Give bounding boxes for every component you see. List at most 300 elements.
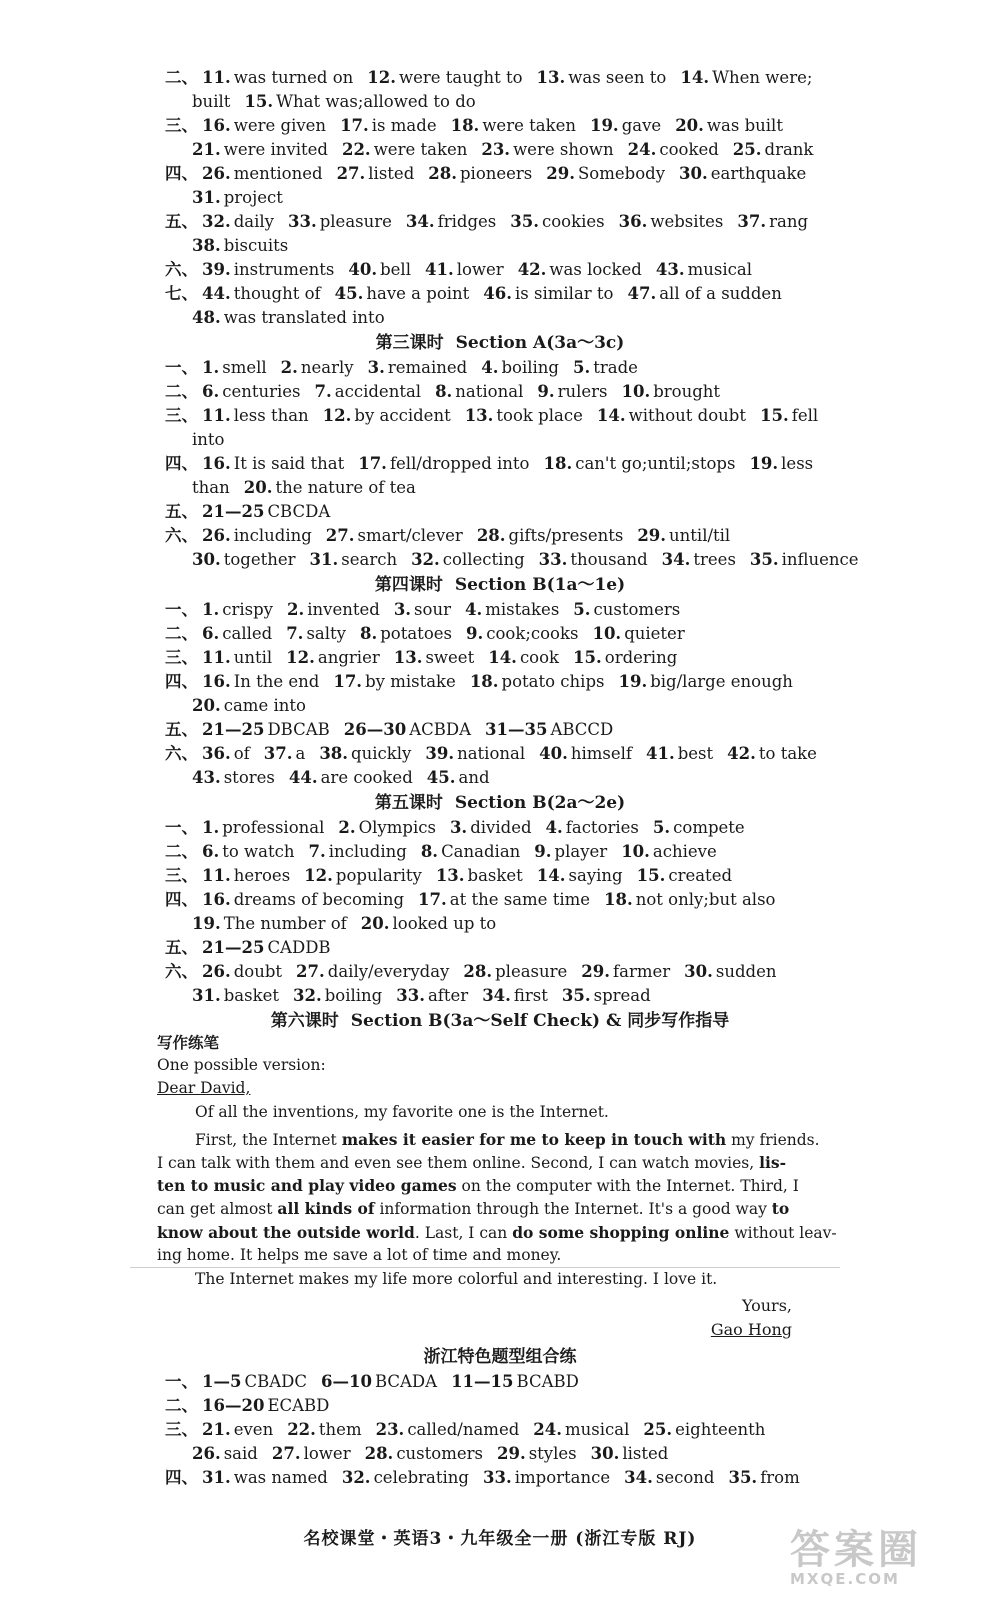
question-number: 6—10	[321, 1372, 372, 1391]
answer-text: lower	[456, 260, 504, 279]
section-number: 一、	[165, 1372, 198, 1391]
question-number: 25.	[732, 140, 762, 159]
answer-item	[418, 890, 590, 909]
answer-text: popularity	[335, 866, 422, 885]
answer-item	[202, 624, 272, 643]
essay-paragraph-line	[157, 1128, 820, 1151]
essay-text: . Last, I can	[414, 1224, 513, 1242]
essay-paragraph-line	[157, 1268, 793, 1291]
answer-text: cook;cooks	[486, 624, 579, 643]
answer-text: fridges	[437, 212, 497, 231]
lesson-title: 第五课时	[374, 793, 443, 813]
answer-line	[192, 912, 860, 936]
essay-text: ing home. It helps me save a lot of time and money.	[157, 1246, 562, 1264]
answer-text: It is said that	[233, 454, 345, 473]
section-number: 四、	[165, 1468, 198, 1487]
section-number: 四、	[165, 890, 198, 909]
answer-item	[368, 358, 468, 377]
question-number: 1.	[202, 358, 220, 377]
answer-item	[421, 842, 520, 861]
answer-text: smart/clever	[357, 526, 463, 545]
answer-text: angrier	[317, 648, 380, 667]
answer-text: listed	[368, 164, 415, 183]
answer-text: lower	[303, 1444, 351, 1463]
question-number: 42.	[517, 260, 547, 279]
answer-item	[425, 260, 504, 279]
answer-text: best	[677, 744, 714, 763]
question-number: 11—15	[451, 1372, 514, 1391]
answer-item	[679, 164, 806, 183]
question-number: 35.	[728, 1468, 758, 1487]
answer-item	[465, 406, 583, 425]
question-number: 11.	[202, 406, 231, 425]
answer-item	[543, 454, 735, 473]
answer-item	[470, 672, 605, 691]
answer-text: were taken	[482, 116, 576, 135]
answer-item	[202, 116, 326, 135]
answer-item	[450, 818, 532, 837]
answer-text: fell	[791, 406, 819, 425]
essay-text: Of all the inventions, my favorite one is the Internet.	[195, 1103, 609, 1121]
answer-item	[539, 550, 648, 569]
essay-paragraph-line	[157, 1197, 793, 1220]
answer-line	[165, 816, 860, 840]
question-number: 36.	[202, 744, 231, 763]
answer-item	[656, 260, 752, 279]
answer-item	[192, 478, 230, 497]
answer-item	[342, 140, 467, 159]
answer-item	[546, 164, 665, 183]
question-number: 14.	[536, 866, 566, 885]
answer-item	[202, 600, 273, 619]
answer-text: In the end	[233, 672, 320, 691]
answer-line	[192, 694, 860, 718]
key-phrase: ten to music and play video games	[157, 1176, 457, 1195]
answer-text: pioneers	[459, 164, 533, 183]
answer-text: professional	[222, 818, 325, 837]
answer-item	[477, 526, 624, 545]
answer-text: ABCCD	[550, 720, 614, 739]
answer-item	[482, 986, 548, 1005]
answer-text: instruments	[233, 260, 335, 279]
question-number: 15.	[573, 648, 602, 667]
answer-text: centuries	[222, 382, 301, 401]
answer-item	[573, 600, 680, 619]
answer-text: less than	[233, 406, 309, 425]
section-number: 二、	[165, 382, 198, 401]
answer-text: are cooked	[320, 768, 413, 787]
answer-text: boiling	[324, 986, 383, 1005]
answer-text: crispy	[222, 600, 273, 619]
answer-text: without doubt	[628, 406, 746, 425]
question-number: 34.	[405, 212, 435, 231]
question-number: 3.	[393, 600, 412, 619]
essay-paragraph-line	[157, 1174, 799, 1197]
answer-text: drank	[764, 140, 814, 159]
answer-text: collecting	[442, 550, 525, 569]
answer-item	[202, 890, 404, 909]
answer-text: farmer	[613, 962, 671, 981]
question-number: 37.	[263, 744, 293, 763]
question-number: 4.	[464, 600, 483, 619]
section-number: 六、	[165, 260, 198, 279]
question-number: 11.	[202, 648, 231, 667]
answer-text: after	[427, 986, 469, 1005]
answer-text: heroes	[233, 866, 291, 885]
answer-text: looked up to	[392, 914, 497, 933]
answer-item	[727, 744, 817, 763]
answer-text: Olympics	[358, 818, 436, 837]
answer-item	[737, 212, 808, 231]
answer-item	[192, 236, 288, 255]
section-number: 五、	[165, 720, 198, 739]
answer-item	[680, 68, 812, 87]
answer-text: them	[318, 1420, 362, 1439]
answer-text: basket	[467, 866, 523, 885]
answer-item	[348, 260, 411, 279]
question-number: 36.	[618, 212, 648, 231]
question-number: 46.	[483, 284, 513, 303]
question-number: 24.	[627, 140, 657, 159]
answer-item	[244, 478, 416, 497]
answer-text: musical	[565, 1420, 630, 1439]
section-number: 七、	[165, 284, 198, 303]
answer-text: into	[192, 430, 225, 449]
answer-text: the nature of tea	[275, 478, 416, 497]
answer-item	[451, 1372, 579, 1391]
answer-item	[573, 648, 677, 667]
answer-text: is made	[371, 116, 437, 135]
answer-text: When were;	[712, 68, 813, 87]
answer-item	[202, 68, 353, 87]
answer-item	[338, 818, 436, 837]
answer-text: and	[458, 768, 490, 787]
answer-text: quickly	[351, 744, 412, 763]
question-number: 28.	[364, 1444, 394, 1463]
answer-text: said	[223, 1444, 258, 1463]
answer-text: to take	[758, 744, 817, 763]
answer-text: salty	[306, 624, 346, 643]
answer-item	[546, 818, 639, 837]
answer-item	[662, 550, 736, 569]
question-number: 43.	[655, 260, 685, 279]
answer-item	[497, 1444, 577, 1463]
answer-text: first	[513, 986, 548, 1005]
question-number: 19.	[749, 454, 779, 473]
answer-item	[202, 744, 250, 763]
question-number: 10.	[621, 382, 651, 401]
section-number: 二、	[165, 624, 198, 643]
answer-text: thousand	[570, 550, 648, 569]
answer-line	[165, 1370, 860, 1394]
answer-text: until/til	[669, 526, 731, 545]
essay-paragraph-line	[157, 1101, 793, 1124]
answer-item	[296, 962, 449, 981]
question-number: 33.	[483, 1468, 512, 1487]
question-number: 35.	[749, 550, 779, 569]
question-number: 45.	[426, 768, 456, 787]
answer-item	[537, 68, 667, 87]
answer-item	[485, 720, 613, 739]
answer-text: spread	[593, 986, 651, 1005]
answer-text: cookies	[541, 212, 605, 231]
essay-text: I can talk with them and even see them online. Second, I can watch movies,	[157, 1154, 760, 1172]
question-number: 22.	[341, 140, 371, 159]
version-label: One possible version:	[157, 1056, 326, 1074]
watermark-text: 答案圈	[790, 1527, 922, 1573]
essay-text: can get almost	[157, 1200, 278, 1218]
question-number: 33.	[538, 550, 568, 569]
essay-text: information through the Internet. It's a good way	[374, 1200, 772, 1218]
answer-item	[728, 1468, 799, 1487]
question-number: 31.	[309, 550, 339, 569]
question-number: 27.	[296, 962, 325, 981]
section-number: 六、	[165, 526, 198, 545]
question-number: 32.	[202, 212, 231, 231]
answer-text: were taken	[373, 140, 468, 159]
answer-item	[750, 550, 859, 569]
question-number: 7.	[286, 624, 304, 643]
answer-item	[539, 744, 632, 763]
answer-item	[192, 308, 385, 327]
question-number: 10.	[592, 624, 622, 643]
answer-text: mentioned	[233, 164, 323, 183]
section-number: 三、	[165, 648, 198, 667]
answer-item	[637, 866, 732, 885]
section-number: 五、	[165, 502, 198, 521]
watermark-url: MXQE.COM	[790, 1570, 900, 1588]
answer-text: was built	[706, 116, 783, 135]
answer-text: listed	[622, 1444, 669, 1463]
answer-item	[315, 382, 422, 401]
answer-text: all of a sudden	[659, 284, 782, 303]
question-number: 30.	[684, 962, 713, 981]
question-number: 45.	[334, 284, 364, 303]
answer-text: brought	[653, 382, 721, 401]
answer-text: created	[668, 866, 733, 885]
section-number: 六、	[165, 962, 198, 981]
answer-text: can't go;until;stops	[575, 454, 736, 473]
answer-text: cook	[519, 648, 560, 667]
answer-item	[344, 720, 471, 739]
answer-item	[411, 550, 525, 569]
question-number: 26—30	[343, 720, 407, 739]
answer-item	[760, 406, 818, 425]
answer-item	[619, 212, 724, 231]
section-number: 二、	[165, 842, 198, 861]
question-number: 9.	[537, 382, 555, 401]
question-number: 5.	[652, 818, 671, 837]
question-number: 19.	[589, 116, 619, 135]
answer-item	[637, 526, 730, 545]
lesson-title: 第四课时	[374, 575, 443, 595]
letter-signature: Gao Hong	[710, 1320, 792, 1339]
question-number: 48.	[192, 308, 221, 327]
answer-line	[192, 186, 860, 210]
answer-text: to watch	[222, 842, 295, 861]
question-number: 37.	[737, 212, 767, 231]
question-number: 35.	[561, 986, 591, 1005]
lesson-title: 第三课时	[375, 333, 444, 353]
question-number: 5.	[573, 600, 591, 619]
section-number: 五、	[165, 938, 198, 957]
question-number: 7.	[308, 842, 326, 861]
answer-text: less	[781, 454, 814, 473]
answer-text: sudden	[715, 962, 777, 981]
answer-item	[281, 358, 354, 377]
answer-text: factories	[565, 818, 639, 837]
answer-text: Somebody	[578, 164, 666, 183]
answer-text: at the same time	[449, 890, 591, 909]
answer-item	[406, 212, 496, 231]
answer-item	[427, 768, 490, 787]
answer-text: dreams of becoming	[233, 890, 405, 909]
question-number: 24.	[533, 1420, 562, 1439]
answer-text: including	[233, 526, 312, 545]
answer-text: earthquake	[710, 164, 807, 183]
answer-line	[165, 114, 860, 138]
page-footer: 名校课堂・英语3・九年级全一册 (浙江专版 RJ)	[303, 1529, 697, 1549]
answer-item	[590, 116, 661, 135]
answer-line	[165, 210, 860, 234]
question-number: 13.	[435, 866, 465, 885]
answer-item	[466, 624, 578, 643]
section-number: 四、	[165, 454, 198, 473]
answer-text: was translated into	[223, 308, 385, 327]
answer-text: basket	[223, 986, 279, 1005]
answer-item	[192, 92, 230, 111]
answer-text: compete	[673, 818, 745, 837]
answer-text: project	[223, 188, 283, 207]
answer-text: potato chips	[501, 672, 605, 691]
answer-line	[165, 282, 860, 306]
answer-item	[749, 454, 813, 473]
answer-item	[202, 454, 344, 473]
question-number: 39.	[202, 260, 231, 279]
question-number: 29.	[496, 1444, 526, 1463]
answer-item	[309, 842, 407, 861]
lesson-section: Section B(3a～Self Check) & 同步写作指导	[350, 1011, 730, 1031]
answer-item	[604, 890, 775, 909]
answer-item	[483, 1468, 610, 1487]
answer-item	[533, 1420, 629, 1439]
section-number: 三、	[165, 116, 198, 135]
essay-text: First, the Internet	[195, 1131, 342, 1149]
answer-text: daily/everyday	[327, 962, 450, 981]
answer-text: nearly	[300, 358, 354, 377]
question-number: 12.	[367, 68, 397, 87]
answer-text: potatoes	[380, 624, 452, 643]
answer-item	[394, 648, 474, 667]
essay-text: The Internet makes my life more colorful and interesting. I love it.	[195, 1270, 718, 1288]
answer-item	[342, 1468, 469, 1487]
answer-item	[288, 212, 392, 231]
answer-item	[337, 164, 415, 183]
key-phrase: lis-	[759, 1153, 786, 1172]
answer-text: boiling	[501, 358, 559, 377]
answer-text: sweet	[425, 648, 475, 667]
answer-text: called/named	[407, 1420, 520, 1439]
question-number: 15.	[244, 92, 274, 111]
answer-text: than	[192, 478, 230, 497]
lesson-section: Section B(1a～1e)	[454, 575, 626, 595]
answer-text: divided	[470, 818, 532, 837]
answer-line	[165, 66, 860, 90]
answer-text: rulers	[557, 382, 608, 401]
answer-item	[202, 212, 274, 231]
answer-text: customers	[396, 1444, 483, 1463]
lesson-heading	[160, 572, 840, 598]
answer-item	[591, 1444, 669, 1463]
answer-text: CBCDA	[267, 502, 331, 521]
lesson-heading	[160, 1008, 840, 1034]
answer-item	[264, 744, 306, 763]
answer-text: mistakes	[485, 600, 560, 619]
answer-text: CADDB	[267, 938, 331, 957]
answer-item	[376, 1420, 520, 1439]
question-number: 30.	[590, 1444, 620, 1463]
question-number: 38.	[192, 236, 221, 255]
essay-text: my friends.	[726, 1131, 820, 1149]
answer-item	[624, 1468, 714, 1487]
question-number: 27.	[325, 526, 355, 545]
question-number: 18.	[450, 116, 480, 135]
section-number: 三、	[165, 866, 198, 885]
answer-item	[202, 358, 267, 377]
question-number: 31.	[192, 986, 221, 1005]
question-number: 12.	[286, 648, 315, 667]
answer-text: together	[223, 550, 296, 569]
answer-item	[481, 358, 559, 377]
answer-item	[202, 502, 330, 521]
answer-item	[483, 284, 613, 303]
answer-text: not only;but also	[635, 890, 776, 909]
answer-item	[202, 382, 301, 401]
question-number: 29.	[637, 526, 667, 545]
question-number: 21—25	[202, 720, 265, 739]
question-number: 21—25	[202, 938, 265, 957]
answer-line	[165, 864, 860, 888]
answer-item	[202, 720, 330, 739]
section-number: 五、	[165, 212, 198, 231]
question-number: 21—25	[202, 502, 265, 521]
answer-item	[451, 116, 576, 135]
answer-text: achieve	[652, 842, 717, 861]
answer-item	[202, 1468, 328, 1487]
answer-item	[304, 866, 422, 885]
answer-item	[192, 914, 347, 933]
question-number: 41.	[646, 744, 675, 763]
section-number: 二、	[165, 1396, 198, 1415]
answer-item	[286, 648, 380, 667]
essay-text: on the computer with the Internet. Third, I	[456, 1177, 799, 1195]
answer-line	[192, 90, 860, 114]
answer-item	[192, 696, 306, 715]
answer-item	[202, 1372, 307, 1391]
answer-item	[581, 962, 670, 981]
answer-text: took place	[496, 406, 583, 425]
answer-item	[628, 140, 719, 159]
answer-item	[436, 866, 523, 885]
question-number: 30.	[192, 550, 221, 569]
answer-line	[165, 718, 860, 742]
answer-text: is similar to	[515, 284, 614, 303]
answer-line	[192, 428, 860, 452]
question-number: 1.	[202, 600, 220, 619]
question-number: 27.	[271, 1444, 301, 1463]
answer-text: bell	[380, 260, 411, 279]
answer-item	[597, 406, 746, 425]
